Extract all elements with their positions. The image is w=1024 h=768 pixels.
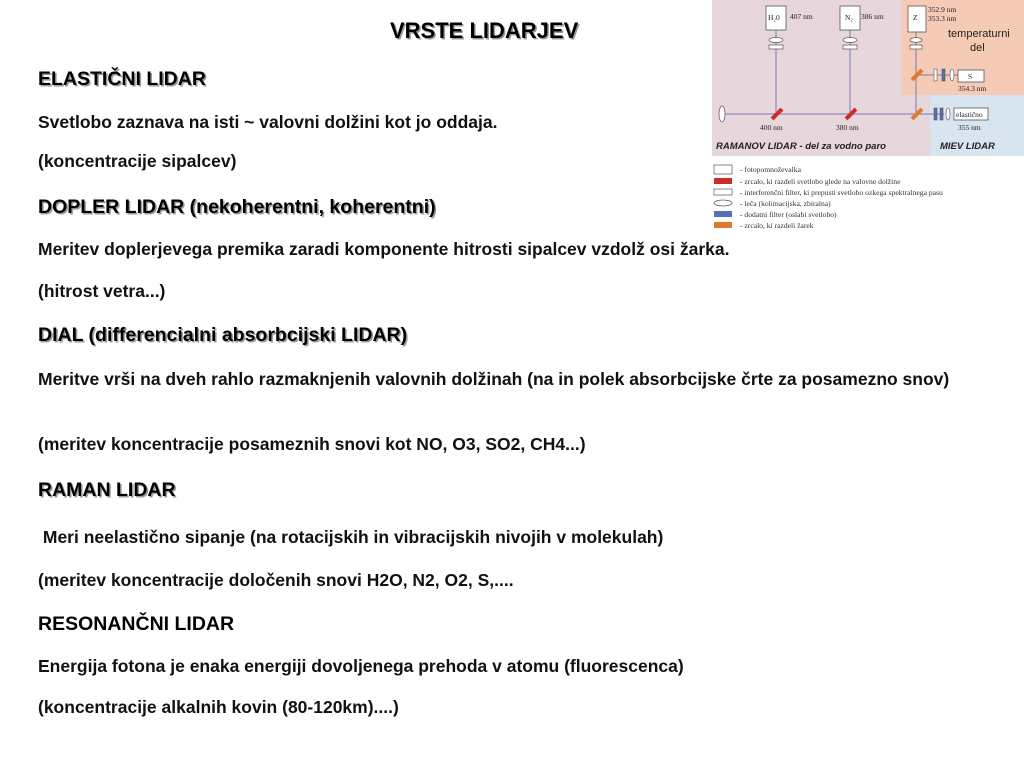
lidar-diagram-svg [712, 0, 1024, 236]
heading-raman-lidar: RAMAN LIDAR [38, 479, 176, 501]
text-raman-2: (meritev koncentracije določenih snovi H2O, N2, O2, S,.... [38, 570, 514, 590]
heading-dial: DIAL (differencialni absorbcijski LIDAR) [38, 324, 408, 346]
split-380-label: 380 nm [836, 123, 859, 132]
legend-icon-beam-splitter [714, 222, 732, 228]
heading-elastic-lidar: ELASTIČNI LIDAR [38, 68, 206, 90]
text-elastic-1: Svetlobo zaznava na isti ~ valovni dolžini kot jo oddaja. [38, 112, 498, 132]
text-raman-1: Meri neelastično sipanje (na rotacijskih in vibracijskih nivojih v molekulah) [38, 527, 664, 547]
split-400-label: 400 nm [760, 123, 783, 132]
lens-n2 [843, 38, 857, 43]
legend-5: - dodatni filter (oslabi svetlobo) [740, 210, 837, 219]
text-doppler-1: Meritev doplerjevega premika zaradi komponente hitrosti sipalcev vzdolž osi žarka. [38, 239, 730, 259]
filter-z [910, 45, 922, 49]
filter-s-2 [942, 69, 945, 81]
det-n2-label: N₂ [845, 13, 854, 22]
legend-icon-photomultiplier [714, 165, 732, 174]
lens-input [719, 106, 725, 122]
det-h2o-wl: 407 nm [790, 12, 813, 21]
det-n2-wl: 386 nm [861, 12, 884, 21]
text-doppler-2: (hitrost vetra...) [38, 281, 166, 301]
legend-3: - interferenčni filter, ki prepusti svetlobo ozkega spektralnega pasu [740, 188, 943, 197]
det-el-wl: 355 nm [958, 123, 981, 132]
filter-h2o [769, 45, 783, 49]
filter-el-1 [934, 108, 937, 120]
filter-s-1 [934, 69, 937, 81]
text-resonance-1: Energija fotona je enaka energiji dovoljenega prehoda v atomu (fluorescenca) [38, 656, 684, 676]
text-dial-1: Meritve vrši na dveh rahlo razmaknjenih valovnih dolžinah (na in polek absorbcijske črte za posamezno snov) [38, 369, 950, 389]
text-dial-2: (meritev koncentracije posameznih snovi kot NO, O3, SO2, CH4...) [38, 434, 586, 454]
det-z-label: Z [913, 13, 918, 22]
filter-el-2 [940, 108, 943, 120]
lens-h2o [769, 38, 783, 43]
text-elastic-2: (koncentracije sipalcev) [38, 151, 237, 171]
det-z-wl1: 352.9 nm [928, 5, 957, 14]
legend-1: - fotopomnoževalka [740, 165, 801, 174]
filter-n2 [843, 45, 857, 49]
raman-region [712, 0, 902, 156]
heading-resonance-lidar: RESONANČNI LIDAR [38, 613, 235, 635]
legend-6: - zrcalo, ki razdeli žarek [740, 221, 814, 230]
lidar-diagram [712, 0, 1024, 236]
legend-icon-lens [714, 200, 732, 206]
temp-label-1: temperaturni [948, 28, 1010, 40]
legend-2: - zrcalo, ki razdeli svetlobo glede na valovne dolžine [740, 177, 901, 186]
raman-label: RAMANOV LIDAR - del za vodno paro [716, 141, 886, 152]
lens-s [950, 69, 954, 81]
page-title: VRSTE LIDARJEV [390, 18, 579, 43]
det-el-label: elastično [956, 110, 983, 119]
det-z-wl2: 353.3 nm [928, 14, 957, 23]
legend-icon-interference-filter [714, 189, 732, 195]
text-resonance-2: (koncentracije alkalnih kovin (80-120km)....) [38, 697, 399, 717]
lens-el [946, 108, 950, 120]
legend-icon-dichroic-mirror [714, 178, 732, 184]
lens-z [910, 38, 922, 43]
heading-doppler-lidar: DOPLER LIDAR (nekoherentni, koherentni) [38, 196, 436, 218]
legend-4: - leča (kolimacijska, zbiralna) [740, 199, 831, 208]
temp-label-2: del [970, 42, 985, 54]
miev-label: MIEV LIDAR [940, 141, 995, 152]
det-s-label: S [968, 72, 973, 81]
det-h2o-label: H₂0 [768, 13, 780, 22]
det-s-wl: 354.3 nm [958, 84, 987, 93]
legend-icon-extra-filter [714, 211, 732, 217]
